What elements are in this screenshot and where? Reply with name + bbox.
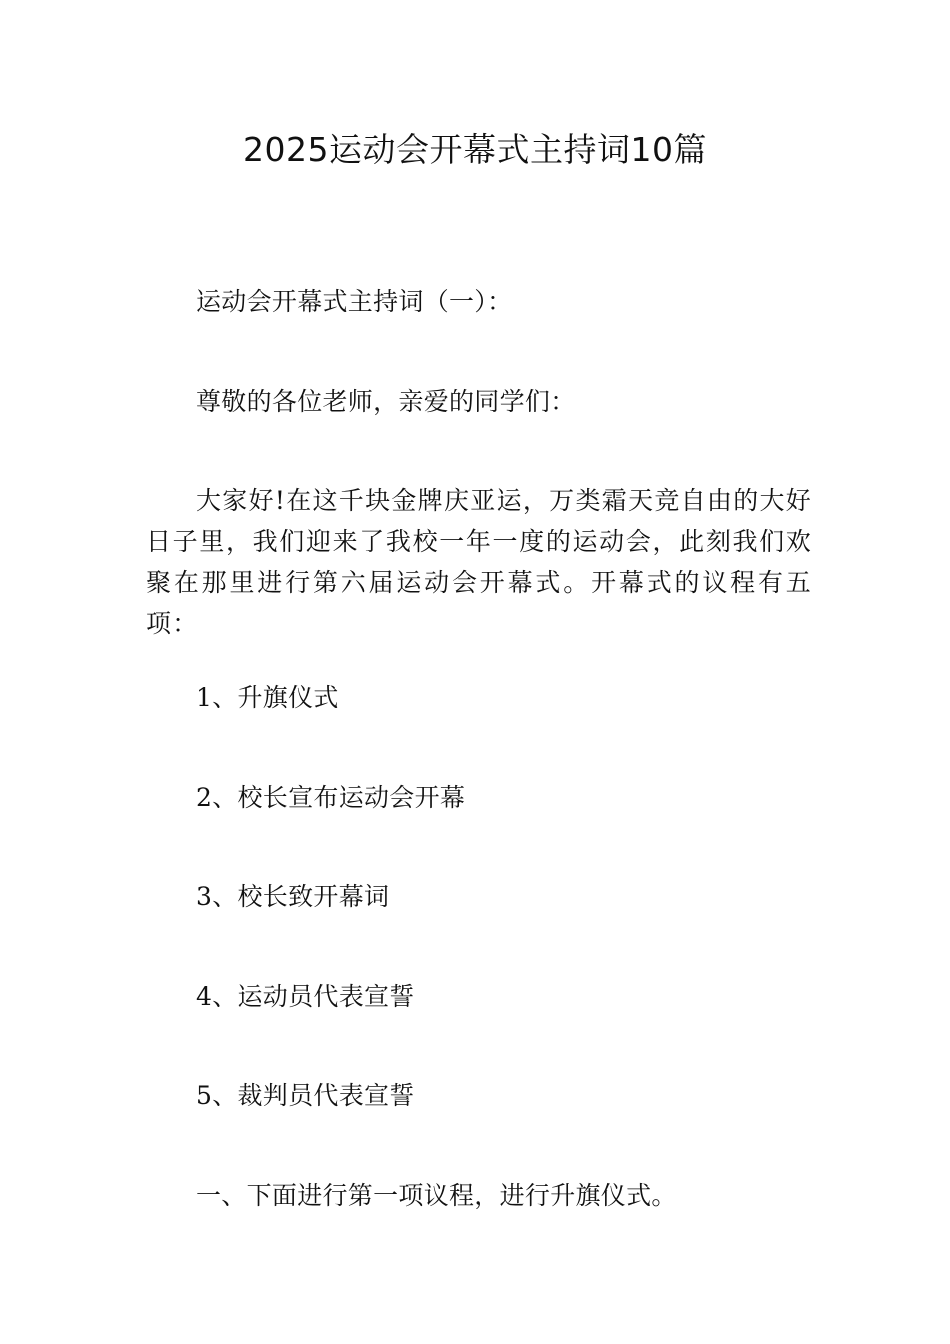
agenda-item-2: 2、校长宣布运动会开幕 [196, 783, 466, 812]
intro-paragraph: 大家好!在这千块金牌庆亚运，万类霜天竞自由的大好日子里，我们迎来了我校一年一度的运动会，此刻我们欢聚在那里进行第六届运动会开幕式。开幕式的议程有五项： [146, 486, 812, 638]
greeting-paragraph: 尊敬的各位老师，亲爱的同学们： [196, 387, 576, 416]
document-title: 2025运动会开幕式主持词10篇 [243, 130, 707, 169]
agenda-item-1: 1、升旗仪式 [196, 683, 339, 712]
agenda-item-3: 3、校长致开幕词 [196, 882, 390, 911]
agenda-item-5: 5、裁判员代表宣誓 [196, 1081, 415, 1110]
agenda-item-4: 4、运动员代表宣誓 [196, 982, 415, 1011]
step-one-paragraph: 一、下面进行第一项议程，进行升旗仪式。 [196, 1181, 677, 1210]
section-heading: 运动会开幕式主持词（一）： [196, 287, 513, 316]
